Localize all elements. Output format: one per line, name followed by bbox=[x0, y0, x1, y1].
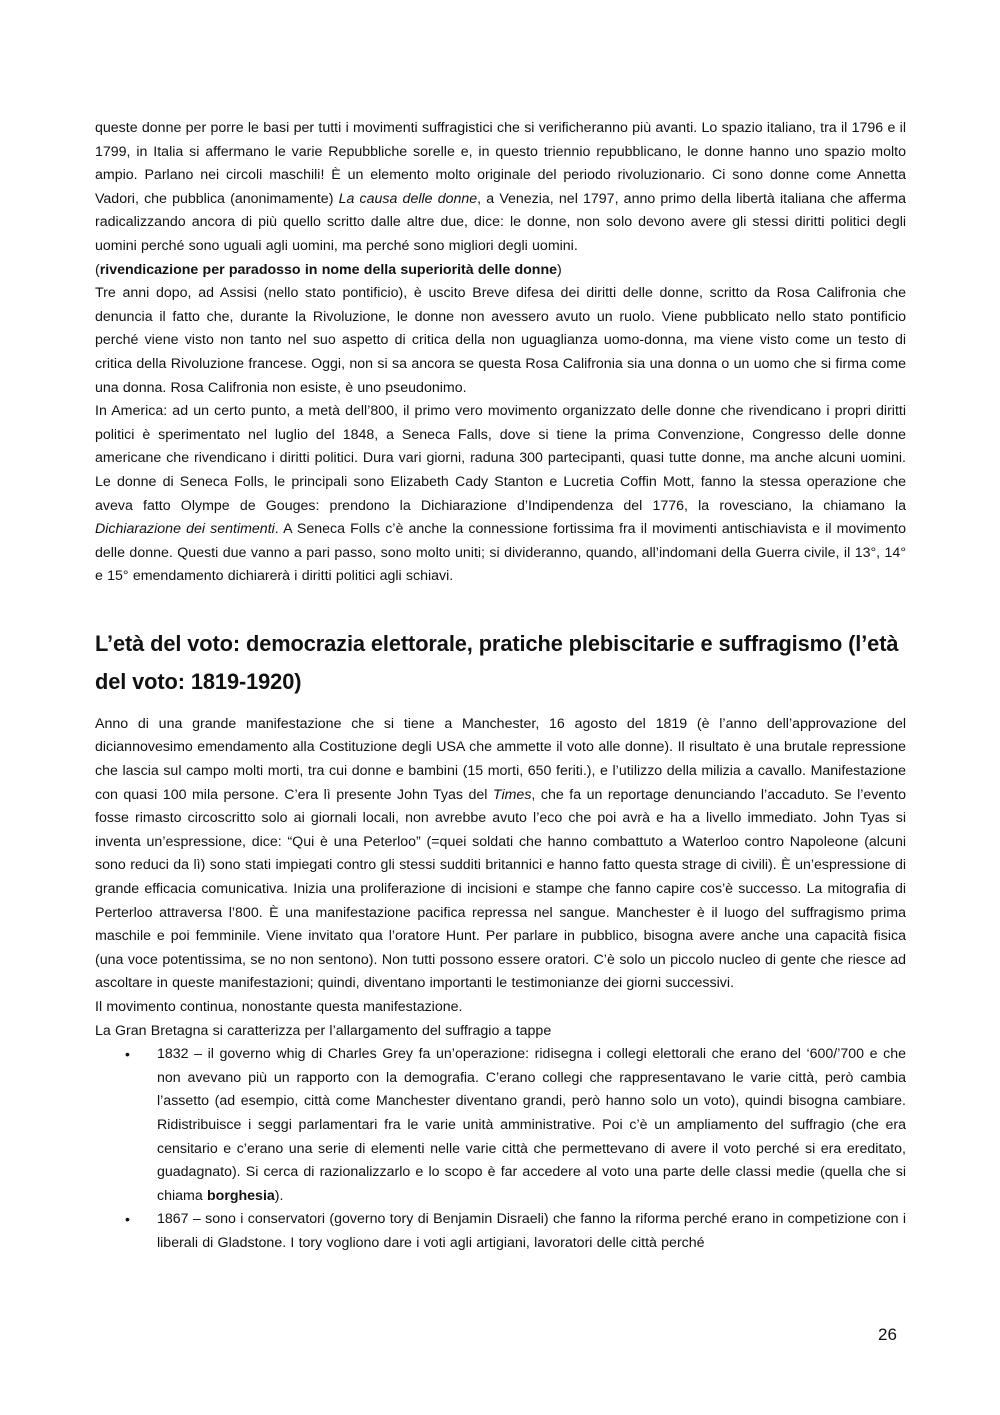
title-dichiarazione-dei-sentimenti: Dichiarazione dei sentimenti bbox=[95, 521, 275, 538]
page-body bbox=[95, 117, 906, 1256]
book-title-la-causa-delle-donne: La causa delle donne bbox=[338, 190, 478, 207]
text-run: queste donne per porre le basi per tutti i movimenti suffragistici che si verificheranno più avanti. Lo spazio italiano, tra il 1796 e il 1799, in Italia si affermano le varie Repubbliche sorelle e, in questo triennio repubblicano, le donne hanno uno spazio molto ampio. Parlano nei circoli maschili! È un elemento molto originale del periodo rivoluzionario. Ci sono donne come Annetta Vadori, che pubblica (anonimamente) bbox=[95, 120, 906, 207]
paragraph-movimento-continua: Il movimento continua, nonostante questa manifestazione. bbox=[95, 999, 463, 1015]
text-run: , a Venezia, nel 1797, anno primo della libertà italiana che afferma radicalizzando ancora di più quello scritto dalle altre due, dice: le donne, non solo devono avere gli stessi diritti politici degli uomini perché sono uguali agli uomini, ma perché sono migliori degli uomini. bbox=[95, 190, 906, 254]
paragraph-repubbliche-sorelle bbox=[95, 117, 906, 282]
paragraph-rosa-califronia: Tre anni dopo, ad Assisi (nello stato pontificio), è uscito Breve difesa dei diritti delle donne, scritto da Rosa Califronia che denuncia il fatto che, durante la Rivoluzione, le donne non avessero avuto un ruolo. Viene pubblicato nello stato pontificio perché viene visto non tanto nel suo aspetto di critica della non uguaglianza uomo-donna, ma viene visto come un testo di critica della Rivoluzione francese. Oggi, non si sa ancora se questa Rosa Califronia sia una donna o un uomo che si firma come una donna. Rosa Califronia non esiste, è uno pseudonimo. bbox=[95, 285, 906, 396]
text-run: 1867 – sono i conservatori (governo tory di Benjamin Disraeli) che fanno la riforma perché erano in competizione con i liberali di Gladstone. I tory vogliono dare i voti agli artigiani, lavoratori delle città perché bbox=[157, 1211, 906, 1251]
list-item-1832 bbox=[95, 1043, 906, 1208]
text-run: ). bbox=[274, 1187, 284, 1204]
paragraph-gran-bretagna: La Gran Bretagna si caratterizza per l’allargamento del suffragio a tappe bbox=[95, 1022, 552, 1039]
list-item-1867 bbox=[95, 1208, 906, 1255]
text-run: 1832 – il governo whig di Charles Grey fa un’operazione: ridisegna i collegi elettorali che erano del ‘600/’700 e che non avevano più un rapporto con la demografia. C’erano collegi che rappresentavano le varie città, però cambia l’assetto (ad esempio, città come Manchester diventano grandi, però hanno solo un voto), quindi bisogna cambiare. Ridistribuisce i seggi parlamentari fra le varie unità amministrative. Poi c’è un ampliamento del suffragio (che era censitario e c’erano una serie di elementi nelle varie città che permettevano di avere il voto perché si era ereditato, guadagnato). Si cerca di razionalizzarlo e lo scopo è far accedere al voto una parte delle classi medie (quella che si chiama bbox=[157, 1046, 906, 1204]
spacer bbox=[95, 701, 906, 713]
bullet-icon: • bbox=[125, 1046, 130, 1063]
text-run: ) bbox=[557, 261, 562, 278]
newspaper-title-times: Times bbox=[492, 786, 532, 803]
bold-term-borghesia: borghesia bbox=[206, 1187, 275, 1204]
section-heading: L’età del voto: democrazia elettorale, pratiche plebiscitarie e suffragismo (l’età del voto: 1819-1920) bbox=[95, 630, 899, 694]
text-run: Anno di una grande manifestazione che si tiene a Manchester, 16 agosto del 1819 (è l’anno dell’approvazione del diciannovesimo emendamento alla Costituzione degli USA che ammette il voto alle donne). Il risultato è una brutale repressione che lascia sul campo molti morti, tra cui donne e bambini (15 morti, 650 feriti.), e l’utilizzo della milizia a cavallo. Manifestazione con quasi 100 mila persone. C’era lì presente John Tyas del bbox=[95, 715, 906, 803]
text-run: In America: ad un certo punto, a metà dell’800, il primo vero movimento organizzato delle donne che rivendicano i propri diritti politici è sperimentato nel luglio del 1848, a Seneca Falls, dove si tiene la prima Convenzione, Congresso delle donne americane che rivendicano i diritti politici. Dura vari giorni, raduna 300 partecipanti, quasi tutte donne, ma anche alcuni uomini. Le donne di Seneca Folls, le principali sono Elizabeth Cady Stanton e Lucretia Coffin Mott, fanno la stessa operazione che aveva fatto Olympe de Gouges: prendono la Dichiarazione d’Indipendenza del 1776, la rovesciano, la chiamano la bbox=[95, 403, 906, 514]
text-run: . A Seneca Folls c’è anche la connessione fortissima fra il movimenti antischiavista e il movimento delle donne. Questi due vanno a pari passo, sono molto uniti; si divideranno, quando, all’indomani della Guerra civile, il 13°, 14° e 15° emendamento dichiarerà i diritti politici agli schiavi. bbox=[95, 521, 906, 585]
page-number: 26 bbox=[878, 1325, 897, 1344]
reform-list bbox=[95, 1043, 906, 1255]
paragraph-seneca-falls bbox=[95, 400, 906, 589]
text-run: ( bbox=[95, 261, 100, 278]
text-run: , che fa un reportage denunciando l’accaduto. Se l’evento fosse rimasto circoscritto solo ai giornali locali, non avrebbe avuto l’eco che poi avrà e ha a livello immediato. John Tyas si inventa un’espressione, dice: “Qui è una Peterloo” (=quei soldati che hanno combattuto a Waterloo contro Napoleone (alcuni sono reduci da lì) sono stati impiegati contro gli stessi sudditi britannici e hanno fatto questa strage di civili). È un’espressione di grande efficacia comunicativa. Inizia una proliferazione di incisioni e stampe che fanno capire cos’è successo. La mitografia di Perterloo attraversa l’800. È una manifestazione pacifica repressa nel sangue. Manchester è il luogo del suffragismo prima maschile e poi femminile. Viene invitato qua l’oratore Hunt. Per parlare in pubblico, bisogna avere anche una capacità fisica (una voce potentissima, se no non sentono). Non tutti possono essere oratori. C’è solo un piccolo nucleo di gente che riesce ad ascoltare in queste manifestazioni; quindi, diventano importanti le testimonianze dei giorni successivi. bbox=[95, 786, 907, 992]
paragraph-peterloo bbox=[95, 713, 906, 996]
bullet-icon: • bbox=[125, 1211, 130, 1228]
bold-note-superiorita: rivendicazione per paradosso in nome della superiorità delle donne bbox=[99, 261, 558, 278]
